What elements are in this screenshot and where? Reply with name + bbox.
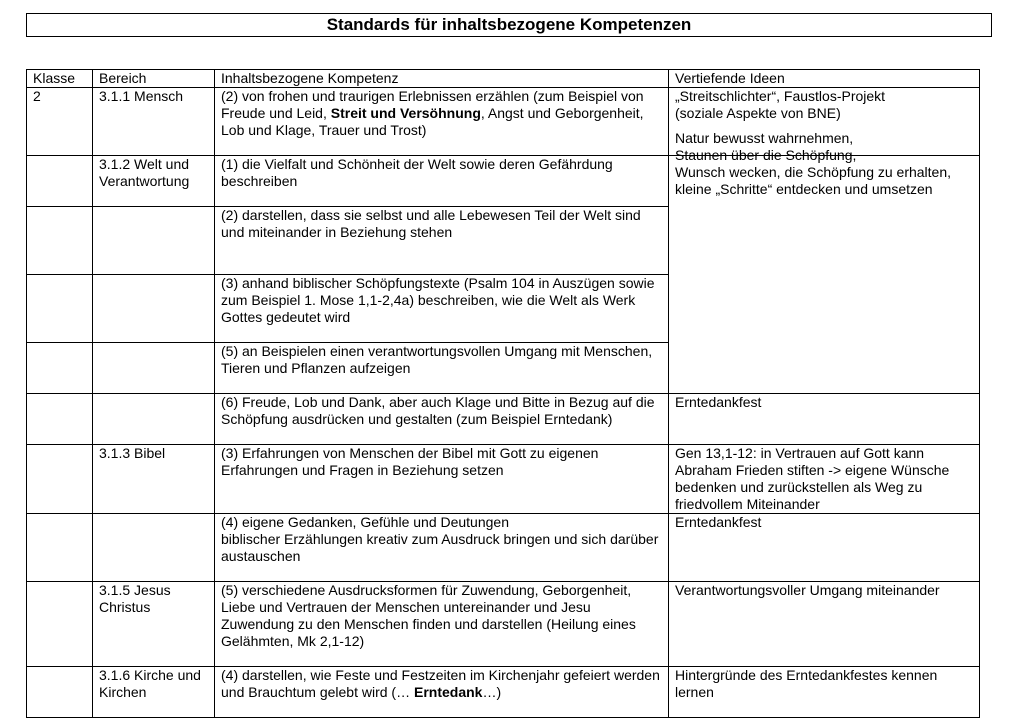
klasse-cell xyxy=(27,275,93,343)
page-title-text: Standards für inhaltsbezogene Kompetenzen xyxy=(326,15,692,34)
klasse-cell xyxy=(27,343,93,394)
ideen-cell: Hintergründe des Erntedankfestes kennen lernen xyxy=(669,667,980,718)
kompetenz-bold: Streit und Versöhnung xyxy=(330,105,481,121)
bereich-cell xyxy=(93,207,215,275)
header-klasse: Klasse xyxy=(27,70,93,88)
kompetenz-cell: (6) Freude, Lob und Dank, aber auch Klage und Bitte in Bezug auf die Schöpfung ausdrücken und gestalten (zum Beispiel Erntedank) xyxy=(215,394,669,445)
ideen-line: Staunen über die Schöpfung, xyxy=(675,147,857,163)
kompetenz-cell: (2) darstellen, dass sie selbst und alle Lebewesen Teil der Welt sind und miteinander in Beziehung stehen xyxy=(215,207,669,275)
klasse-cell xyxy=(27,156,93,207)
ideen-cell: Erntedankfest xyxy=(669,514,980,582)
klasse-cell xyxy=(27,445,93,514)
ideen-line: Wunsch wecken, die Schöpfung zu erhalten, xyxy=(675,164,952,180)
kompetenz-line: biblischer Erzählungen kreativ zum Ausdruck bringen und sich darüber austauschen xyxy=(221,531,659,564)
kompetenz-cell: (1) die Vielfalt und Schönheit der Welt sowie deren Gefährdung beschreiben xyxy=(215,156,669,207)
header-bereich: Bereich xyxy=(93,70,215,88)
kompetenz-bold: Erntedank xyxy=(413,684,483,700)
klasse-cell xyxy=(27,394,93,445)
ideen-cell: Verantwortungsvoller Umgang miteinander xyxy=(669,582,980,667)
klasse-cell xyxy=(27,582,93,667)
header-kompetenz: Inhaltsbezogene Kompetenz xyxy=(215,70,669,88)
bereich-cell: 3.1.2 Welt und Verantwortung xyxy=(93,156,215,207)
table-row xyxy=(27,582,980,667)
ideen-line: Natur bewusst wahrnehmen, xyxy=(675,130,854,146)
kompetenz-cell: (5) an Beispielen einen verantwortungsvollen Umgang mit Menschen, Tieren und Pflanzen aufzeigen xyxy=(215,343,669,394)
ideen-line: (soziale Aspekte von BNE) xyxy=(675,105,841,121)
bereich-cell: 3.1.5 Jesus Christus xyxy=(93,582,215,667)
table-row xyxy=(27,394,980,445)
kompetenz-text: (2) von frohen und traurigen Erlebnissen erzählen (zum Beispiel von Freude und Leid, xyxy=(221,88,644,121)
bereich-cell: 3.1.1 Mensch xyxy=(93,88,215,156)
table-row xyxy=(27,156,980,207)
klasse-cell xyxy=(27,207,93,275)
ideen-cell: Gen 13,1-12: in Vertrauen auf Gott kann Abraham Frieden stiften -> eigene Wünsche bedenken und zurückstellen als Weg zu friedvollem Miteinander xyxy=(669,445,980,514)
ideen-cell: Erntedankfest xyxy=(669,394,980,445)
klasse-cell xyxy=(27,514,93,582)
kompetenz-cell: (3) Erfahrungen von Menschen der Bibel mit Gott zu eigenen Erfahrungen und Fragen in Beziehung setzen xyxy=(215,445,669,514)
kompetenz-cell xyxy=(215,667,669,718)
table-row xyxy=(27,445,980,514)
bereich-cell xyxy=(93,275,215,343)
klasse-cell: 2 xyxy=(27,88,93,156)
ideen-cell-welt xyxy=(669,130,980,394)
kompetenz-cell xyxy=(215,514,669,582)
bereich-cell xyxy=(93,343,215,394)
table-row xyxy=(27,667,980,718)
bereich-cell xyxy=(93,514,215,582)
klasse-cell xyxy=(27,667,93,718)
table-row xyxy=(27,514,980,582)
bereich-cell xyxy=(93,394,215,445)
ideen-line: „Streitschlichter“, Faustlos-Projekt xyxy=(675,88,886,104)
page-title xyxy=(26,13,992,37)
bereich-cell: 3.1.3 Bibel xyxy=(93,445,215,514)
kompetenz-cell: (5) verschiedene Ausdrucksformen für Zuwendung, Geborgenheit, Liebe und Vertrauen der Menschen untereinander und Jesu Zuwendung zu den Menschen finden und darstellen (Heilung eines Gelähmten, Mk 2,1-12) xyxy=(215,582,669,667)
competency-table xyxy=(26,69,980,718)
kompetenz-cell: (3) anhand biblischer Schöpfungstexte (Psalm 104 in Auszügen sowie zum Beispiel 1. Mose 1,1-2,4a) beschreiben, wie die Welt als Werk Gottes gedeutet wird xyxy=(215,275,669,343)
bereich-cell: 3.1.6 Kirche und Kirchen xyxy=(93,667,215,718)
kompetenz-cell xyxy=(215,88,669,156)
kompetenz-text: (4) darstellen, wie Feste und Festzeiten im Kirchenjahr gefeiert werden und Brauchtum gelebt wird (… xyxy=(221,667,660,700)
kompetenz-text: …) xyxy=(482,684,502,700)
ideen-line: kleine „Schritte“ entdecken und umsetzen xyxy=(675,181,933,197)
table-header-row xyxy=(27,70,980,88)
kompetenz-line: (4) eigene Gedanken, Gefühle und Deutungen xyxy=(221,514,509,530)
header-ideen: Vertiefende Ideen xyxy=(669,70,980,88)
kompetenz-text: , Angst und Geborgenheit, Lob und Klage, Trauer und Trost) xyxy=(221,105,644,138)
